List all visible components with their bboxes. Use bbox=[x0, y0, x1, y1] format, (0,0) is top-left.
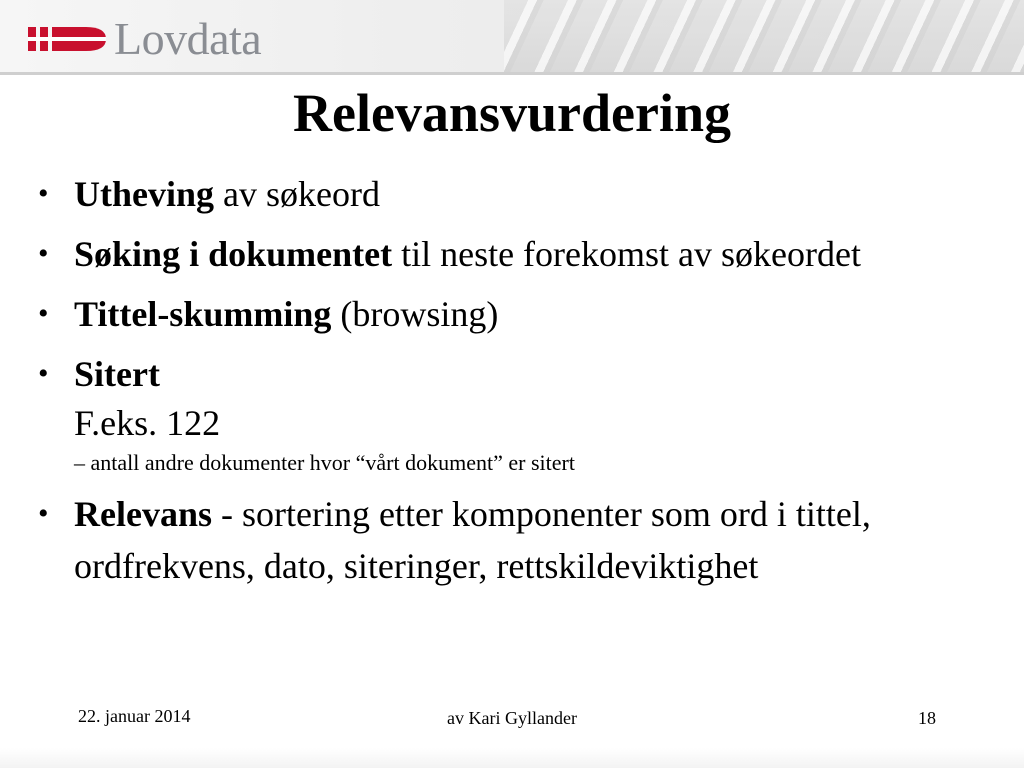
bullet-text: til neste forekomst av søkeordet bbox=[392, 234, 861, 274]
bullet-item bbox=[32, 168, 912, 220]
bullet-example: F.eks. 122 bbox=[74, 403, 221, 443]
bullet-text: - sortering etter komponenter som ord i tittel, ordfrekvens, dato, siteringer, rettskildeviktighet bbox=[74, 494, 871, 586]
bullet-dot: • bbox=[38, 237, 49, 270]
bullet-item bbox=[32, 228, 912, 280]
footer-date: 22. januar 2014 bbox=[78, 706, 191, 726]
bullet-item bbox=[32, 288, 912, 340]
bullet-dot: • bbox=[38, 177, 49, 210]
bullet-item bbox=[32, 488, 912, 592]
bullet-dot: • bbox=[38, 297, 49, 330]
header-band bbox=[0, 0, 1024, 72]
bullet-text: (browsing) bbox=[331, 294, 499, 334]
bullet-dot: • bbox=[38, 357, 49, 390]
bullet-keyword: Utheving bbox=[74, 174, 215, 214]
bullet-list bbox=[32, 168, 912, 600]
bullet-keyword: Relevans bbox=[74, 494, 212, 534]
bullet-dot: • bbox=[38, 497, 49, 530]
lovdata-logo-mark-icon bbox=[28, 19, 110, 59]
slide-title: Relevansvurdering bbox=[293, 83, 731, 143]
bullet-keyword: Tittel-skumming bbox=[74, 294, 332, 334]
bullet-text: av søkeord bbox=[214, 174, 380, 214]
header-decoration bbox=[504, 0, 1024, 72]
logo-text: Lovdata bbox=[114, 13, 262, 64]
bottom-band bbox=[0, 748, 1024, 768]
bullet-keyword: Sitert bbox=[74, 354, 160, 394]
lovdata-logo bbox=[28, 14, 261, 64]
bullet-item bbox=[32, 348, 912, 480]
header-rule bbox=[0, 72, 1024, 75]
footer-author: av Kari Gyllander bbox=[447, 708, 577, 728]
bullet-keyword: Søking i dokumentet bbox=[74, 234, 393, 274]
bullet-note: – antall andre dokumenter hvor “vårt dokument” er sitert bbox=[74, 450, 575, 475]
footer-page-number: 18 bbox=[918, 708, 936, 728]
